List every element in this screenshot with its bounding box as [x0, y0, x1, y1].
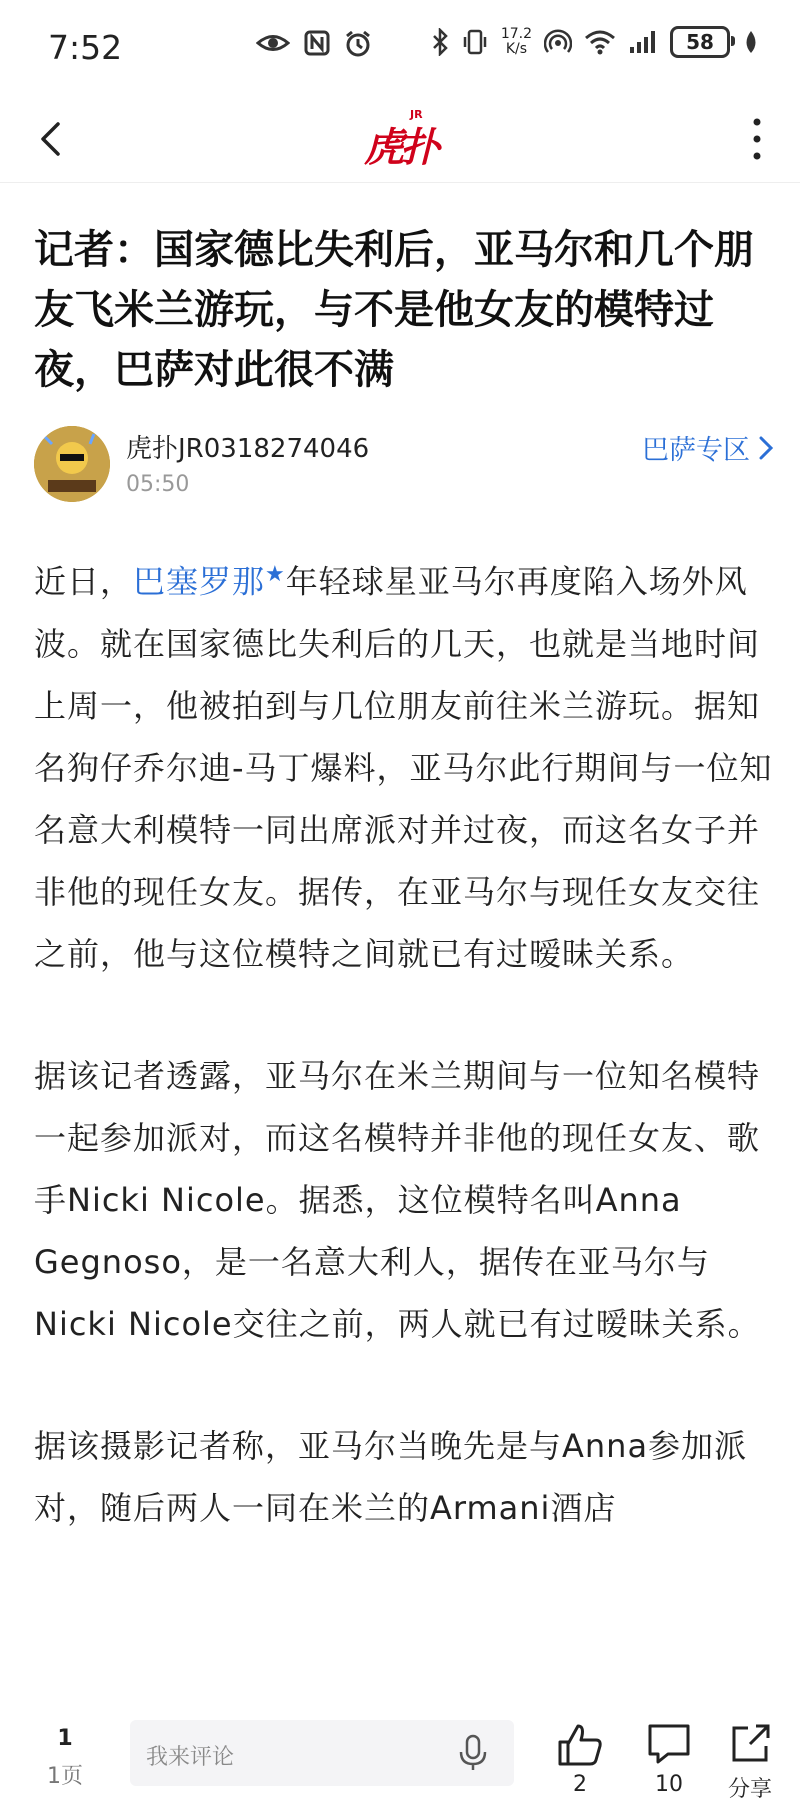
- star-icon: ★: [265, 562, 286, 587]
- page-label: 1页: [47, 1764, 83, 1789]
- zone-link[interactable]: [642, 428, 774, 467]
- article-body: [34, 544, 774, 1599]
- page-indicator[interactable]: [40, 1726, 90, 1790]
- bluetooth-icon: [431, 28, 449, 56]
- article-paragraph-2: 据该记者透露，亚马尔在米兰期间与一位知名模特一起参加派对，而这名模特并非他的现任女友、歌手Nicki Nicole。据悉，这位模特名叫Anna Gegnoso，是一名意大利人，据传在亚马尔与Nicki Nicole交往之前，两人就已有过暧昧关系。: [34, 1056, 761, 1343]
- status-bar: [0, 0, 800, 96]
- microphone-icon[interactable]: [452, 1732, 494, 1774]
- comment-button[interactable]: [646, 1722, 692, 1797]
- alarm-icon: [344, 30, 372, 58]
- share-icon: [728, 1722, 772, 1766]
- thumbs-up-icon: [556, 1722, 604, 1766]
- battery-indicator: 58: [670, 26, 730, 58]
- status-time: 7:52: [48, 28, 123, 67]
- zone-link-label: 巴萨专区: [642, 435, 750, 466]
- signal-icon: [628, 29, 658, 55]
- article-paragraph-1: 近日，巴塞罗那★年轻球星亚马尔再度陷入场外风波。就在国家德比失利后的几天，也就是当地时间上周一，他被拍到与几位朋友前往米兰游玩。据知名狗仔乔尔迪-马丁爆料，亚马尔此行期间与一位知名意大利模特一同出席派对并过夜，而这名女子并非他的现任女友。据传，在亚马尔与现任女友交往之前，他与这位模特之间就已有过暧昧关系。: [34, 562, 773, 973]
- leaf-icon: [742, 29, 760, 55]
- chevron-right-icon: [758, 434, 774, 462]
- article-title: 记者：国家德比失利后，亚马尔和几个朋友飞米兰游玩，与不是他女友的模特过夜，巴萨对此很不满: [34, 227, 754, 393]
- nfc-icon: [304, 30, 330, 56]
- goat-avatar-icon: [34, 426, 110, 502]
- bottom-action-bar: [0, 1706, 800, 1806]
- page-number: 1: [57, 1726, 73, 1751]
- comment-placeholder: 我来评论: [146, 1745, 235, 1770]
- author-row: [34, 422, 774, 506]
- comment-count: 10: [655, 1772, 683, 1797]
- like-button[interactable]: [556, 1722, 604, 1797]
- back-button[interactable]: [28, 114, 78, 164]
- vibrate-icon: [461, 28, 489, 56]
- comment-bubble-icon: [646, 1722, 692, 1766]
- wifi-icon: [584, 29, 616, 55]
- like-count: 2: [573, 1772, 587, 1797]
- post-time: 05:50: [126, 472, 190, 497]
- team-link[interactable]: 巴塞罗那: [133, 562, 266, 601]
- nav-bar: [0, 96, 800, 183]
- status-right-icons: [431, 26, 760, 58]
- share-label: 分享: [728, 1777, 773, 1802]
- status-left-icons: [256, 30, 372, 58]
- logo-text: 虎扑: [364, 125, 436, 171]
- avatar[interactable]: [34, 426, 110, 502]
- comment-input[interactable]: [130, 1720, 514, 1786]
- author-name[interactable]: 虎扑JR0318274046: [126, 434, 370, 464]
- more-vertical-icon: [742, 110, 772, 168]
- article-paragraph-3: 据该摄影记者称，亚马尔当晚先是与Anna参加派对，随后两人一同在米兰的Armani酒店: [34, 1426, 748, 1527]
- eye-icon: [256, 30, 290, 56]
- chevron-left-icon: [28, 114, 78, 164]
- share-button[interactable]: [728, 1722, 772, 1803]
- more-options-button[interactable]: [742, 110, 772, 168]
- logo-superscript: JR: [410, 108, 423, 121]
- network-speed: 17.2 K/s: [500, 26, 532, 57]
- hotspot-icon: [544, 28, 572, 56]
- hupu-logo: [364, 110, 444, 170]
